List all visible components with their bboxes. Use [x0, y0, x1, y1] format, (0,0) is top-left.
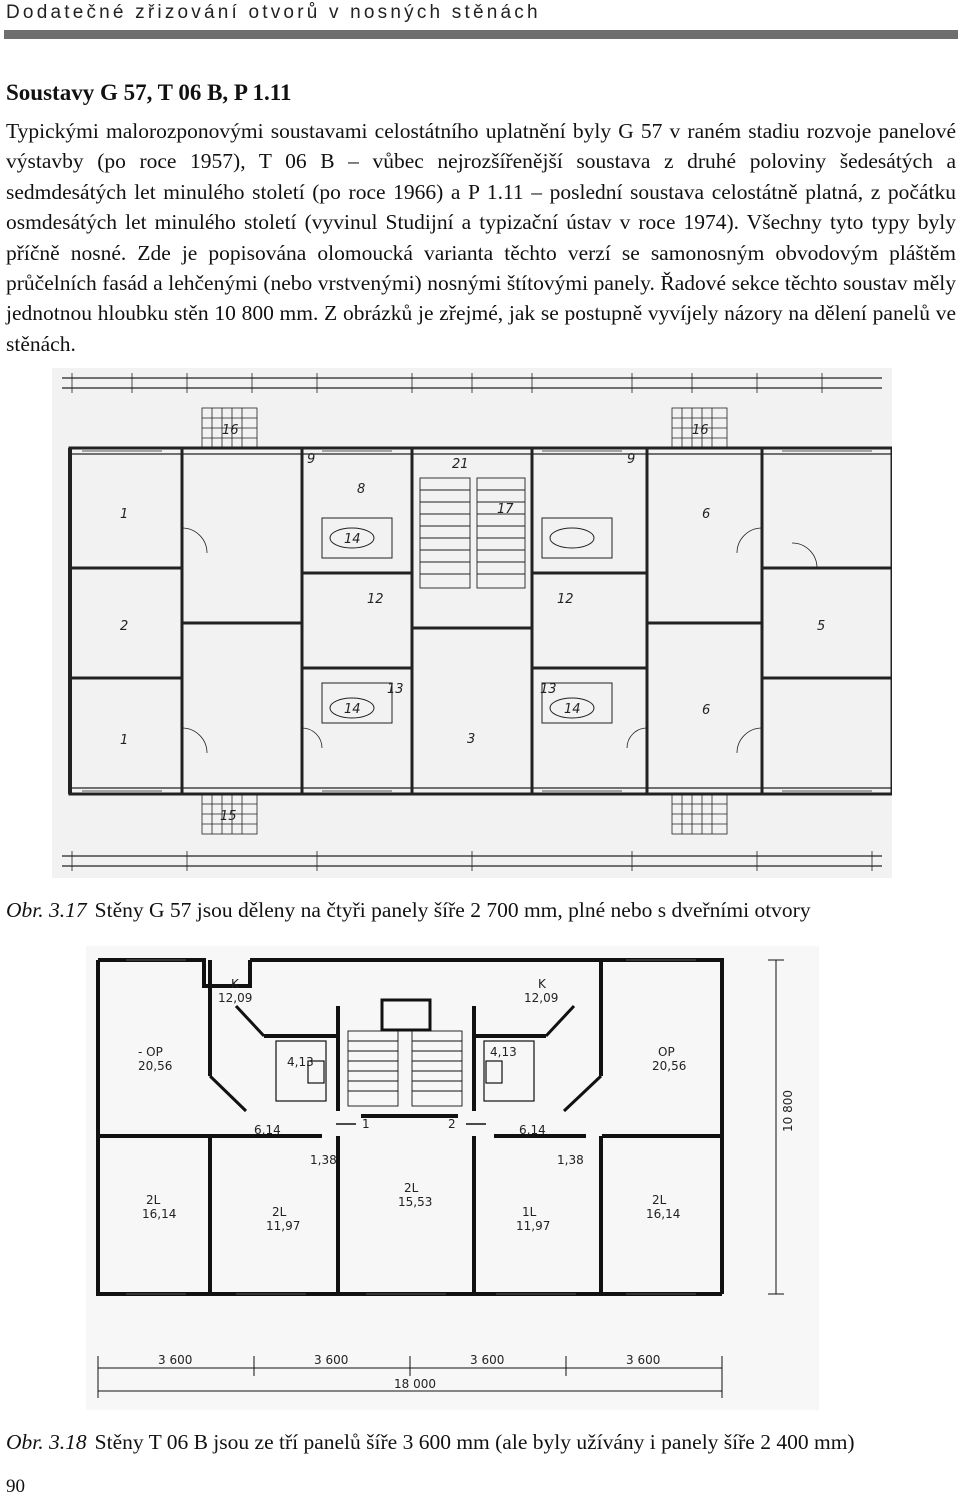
figure-caption-3-17 [6, 898, 811, 923]
label-r2: 2L [272, 1205, 287, 1219]
label-op-left: - OP [138, 1045, 163, 1059]
label-r1-area: 16,14 [142, 1207, 177, 1221]
room-label: 2 [120, 619, 129, 634]
label-wc-left: 1,38 [310, 1153, 337, 1167]
label-r5: 2L [652, 1193, 667, 1207]
label-r1: 2L [146, 1193, 161, 1207]
floor-plan-g57 [52, 368, 892, 878]
label-r5-area: 16,14 [646, 1207, 681, 1221]
label-dim-b: 3 600 [314, 1353, 349, 1367]
room-label: 17 [497, 502, 514, 517]
label-hall-right: 6,14 [519, 1123, 546, 1137]
label-r4: 1L [522, 1205, 537, 1219]
room-label: 6 [702, 703, 711, 718]
floor-plan-t06b [86, 946, 819, 1410]
caption-text: Stěny T 06 B jsou ze tří panelů šíře 3 600 mm (ale byly užívány i panely šíře 2 400 mm) [94, 1430, 855, 1454]
room-label: 13 [387, 682, 404, 697]
label-bath-left: 4,13 [287, 1055, 314, 1069]
room-label: 14 [564, 702, 581, 717]
room-label: 5 [817, 619, 826, 634]
room-label: 6 [702, 507, 711, 522]
label-dim-c: 3 600 [470, 1353, 505, 1367]
caption-number: Obr. 3.17 [6, 898, 87, 922]
label-k-left-area: 12,09 [218, 991, 253, 1005]
label-hall-left: 6,14 [254, 1123, 281, 1137]
label-r4-area: 11,97 [516, 1219, 551, 1233]
room-label: 16 [692, 423, 709, 438]
label-dim-a: 3 600 [158, 1353, 193, 1367]
label-wc-right: 1,38 [557, 1153, 584, 1167]
label-depth: 10 800 [781, 1090, 795, 1132]
body-paragraph [6, 116, 956, 359]
header-rule [4, 30, 958, 39]
label-dim-d: 3 600 [626, 1353, 661, 1367]
label-r3-area: 15,53 [398, 1195, 433, 1209]
label-bath-right: 4,13 [490, 1045, 517, 1059]
room-label: 14 [344, 702, 361, 717]
caption-number: Obr. 3.18 [6, 1430, 87, 1454]
room-label: 12 [367, 592, 384, 607]
paragraph-text: Typickými malorozponovými soustavami celostátního uplatnění byly G 57 v raném stadiu rozvoje panelové výstavby (po roce 1957), T 06 B – vůbec nejrozšířenější soustava z druhé poloviny šedesátých a sedmdesátých let minulého století (po roce 1966) a P 1.11 – poslední soustava celostátně platná, z počátku osmdesátých let minulého století (vyvinul Studijní a typizační ústav v roce 1974). Všechny tyto typy byly příčně nosné. Zde je popisována olomoucká varianta těchto verzí se samonosným obvodovým pláštěm průčelních fasád a lehčenými (nebo vrstvenými) nosnými štítovými panely. Řadové sekce těchto soustav měly jednotnou hloubku stěn 10 800 mm. Z obrázků je zřejmé, jak se postupně vyvíjely názory na dělení panelů ve stěnách. [6, 119, 956, 356]
label-k-right-area: 12,09 [524, 991, 559, 1005]
figure-caption-3-18 [6, 1430, 855, 1455]
label-total: 18 000 [394, 1377, 436, 1391]
label-r2-area: 11,97 [266, 1219, 301, 1233]
room-label: 9 [307, 452, 316, 467]
room-label: 14 [344, 532, 361, 547]
room-label: 12 [557, 592, 574, 607]
room-label: 9 [627, 452, 636, 467]
label-op-right-area: 20,56 [652, 1059, 687, 1073]
room-label: 3 [467, 732, 476, 747]
room-label: 1 [120, 507, 129, 522]
room-label: 15 [220, 809, 237, 824]
running-head: Dodatečné zřizování otvorů v nosných stěnách [6, 2, 541, 23]
label-stair-1: 1 [362, 1117, 370, 1131]
label-r3: 2L [404, 1181, 419, 1195]
room-label: 8 [357, 482, 366, 497]
label-op-left-area: 20,56 [138, 1059, 173, 1073]
label-k-left: K [231, 977, 239, 991]
room-label: 21 [452, 457, 469, 472]
room-label: 16 [222, 423, 239, 438]
label-k-right: K [538, 977, 546, 991]
section-title: Soustavy G 57, T 06 B, P 1.11 [6, 80, 292, 105]
label-stair-2: 2 [448, 1117, 456, 1131]
room-label: 1 [120, 733, 129, 748]
caption-text: Stěny G 57 jsou děleny na čtyři panely šíře 2 700 mm, plné nebo s dveřními otvory [94, 898, 811, 922]
label-op-right: OP [658, 1045, 675, 1059]
page-number: 90 [6, 1476, 25, 1497]
room-label: 13 [540, 682, 557, 697]
